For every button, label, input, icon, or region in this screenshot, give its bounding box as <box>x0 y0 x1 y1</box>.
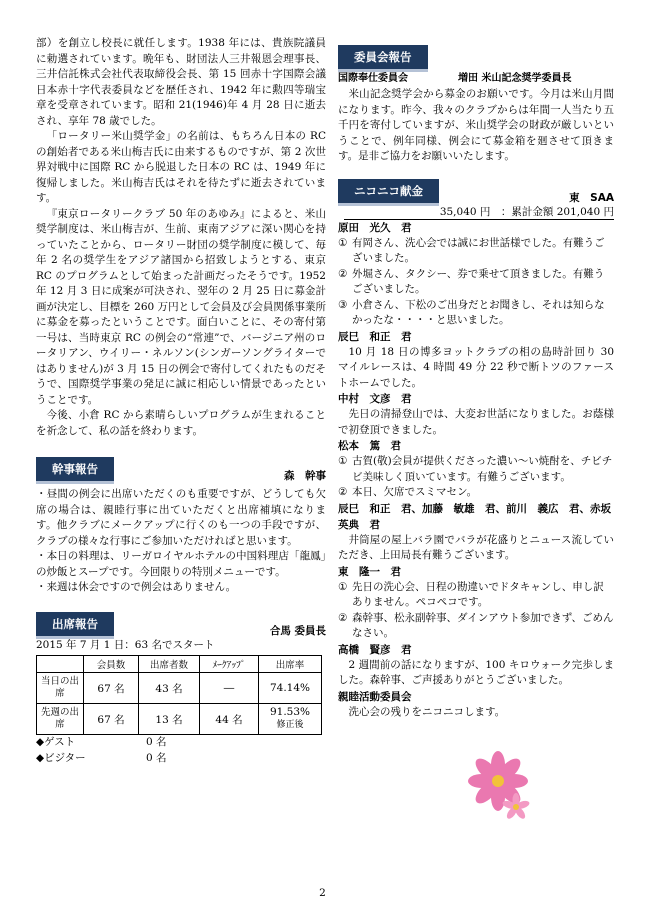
committee-header-row <box>338 45 614 71</box>
kanji-item: ・本日の料理は、リーガロイヤルホテルの中国料理店「龍鳳」の炒飯とスープです。今回限りの特別メニューです。 <box>36 550 326 578</box>
item-text: 外堀さん、タクシー、券で乗せて頂きました。有難うございました。 <box>352 267 605 295</box>
guest-label: ◆ゲスト <box>36 736 76 748</box>
rate-note: 修正後 <box>276 720 304 730</box>
contributor-name: 原田 光久 君 <box>338 221 412 234</box>
cell-rate <box>259 704 322 735</box>
table-row <box>37 704 322 735</box>
row-label: 当日の出席 <box>37 673 84 704</box>
col-rate: 出席率 <box>259 656 322 673</box>
cell-makeup: ― <box>200 673 259 704</box>
col-members: 会員数 <box>84 656 139 673</box>
item-number: ② <box>338 486 348 498</box>
paragraph-yoneyama-name: 「ロータリー米山奨学金」の名前は、もちろん日本の RC の創始者である米山梅吉氏に由来するものですが、第 2 次世界対戦中に国際 RC から脱退した日本の RC は、1949 年に復帰しました。米山梅吉氏はそれを待たずに逝去されています。 <box>36 130 326 204</box>
attendance-header-row <box>36 612 326 638</box>
left-column <box>36 36 326 766</box>
message-text: 先日の清掃登山では、大変お世話になりました。お蔭様で初登頂できました。 <box>338 408 614 436</box>
kanji-signer: 森 幹事 <box>284 470 326 482</box>
paragraph-closing: 今後、小倉 RC から素晴らしいプログラムが生まれることを祈念して、私の話を終わります。 <box>36 409 326 437</box>
attendance-signer: 合馬 委員長 <box>269 624 326 637</box>
cell-makeup: 44 名 <box>200 704 259 735</box>
attendance-corner-cell <box>37 656 84 673</box>
row-label: 先週の出席 <box>37 704 84 735</box>
right-column <box>338 45 622 720</box>
item-number: ② <box>338 611 348 624</box>
nikoniko-header-row <box>338 179 614 205</box>
item-number: ③ <box>338 298 348 311</box>
item-number: ① <box>338 455 348 467</box>
list-item <box>338 298 614 329</box>
attendance-start-line: 2015 年 7 月 1 日：63 名でスタート <box>36 638 215 651</box>
message-text: 洗心会の残りをニコニコします。 <box>348 705 506 718</box>
col-attendees: 出席者数 <box>139 656 200 673</box>
page-number: 2 <box>319 887 326 899</box>
nikoniko-header: ニコニコ献金 <box>338 179 439 206</box>
item-number: ② <box>338 267 348 280</box>
contributor-name: 高橋 賢彦 君 <box>338 643 412 656</box>
committee-title: 国際奉仕委員会 増田 米山記念奨学委員長 <box>338 73 572 84</box>
contributor-name: 辰巳 和正 君、加藤 敏雄 君、前川 義広 君、赤坂 英典 君 <box>338 502 622 531</box>
contributor-name: 松本 篤 君 <box>338 440 401 452</box>
list-item <box>338 611 614 642</box>
item-text: 先日の洗心会、日程の勘違いでドタキャンし、申し訳ありません。ペコペコです。 <box>352 580 604 608</box>
intro-paragraph: 部）を創立し校長に就任します。1938 年には、貴族院議員に勅選されています。晩年も、財団法人三井報恩会理事長、三井信託株式会社代表取締役会長、第 15 回赤十字国際会議日本赤十字代表委員などを歴任され、1942 年に勲四等瑞宝章を受章されています。昭和 21(1946)年 4 月 28 日に逝去され、享年 78 歳でした。 <box>36 37 326 127</box>
contributor-name: 中村 文彦 君 <box>338 393 412 405</box>
item-number: ① <box>338 236 348 249</box>
committee-body: 米山記念奨学会から募金のお願いです。今月は米山月間になります。昨今、我々のクラブからは年間一人当たり五千円を寄付していますが、米山奨学会の財政が厳しいということで、例年同様、例会にて募金箱を廻させて頂きます。是非ご協力をお願いいたします。 <box>338 88 614 162</box>
visitor-label: ◆ビジター <box>36 751 86 764</box>
message-text: 10 月 18 日の博多ヨットクラブの相の島時計回り 30 マイルレースは、4 時間 49 分 22 秒で断トツのファーストホームでした。 <box>338 345 614 389</box>
table-row <box>37 673 322 704</box>
message-text: 2 週間前の話になりますが、100 キロウォーク完歩しました。森幹事、ご声援ありがとうございました。 <box>338 658 614 686</box>
cell-attendees: 43 名 <box>139 673 200 704</box>
kanji-item: ・昼間の例会に出席いただくのも重要ですが、どうしても欠席の場合は、親睦行事に出ていただくと出席補填になります。他クラブにメークアップに行くのも一つの手段ですが、クラブの様々な行事にご参加いただければと思います。 <box>36 488 326 547</box>
guest-value: 0 名 <box>146 736 167 748</box>
visitor-value: 0 名 <box>146 751 167 764</box>
nikoniko-signer: 東 SAA <box>569 191 614 204</box>
kanji-report-header-row <box>36 457 326 483</box>
rate-value: 91.53% <box>269 706 311 718</box>
attendance-header-row <box>37 656 322 673</box>
guest-line <box>36 735 326 751</box>
visitor-line <box>36 751 326 767</box>
kanji-report-header: 幹事報告 <box>36 457 114 484</box>
list-item <box>338 454 614 485</box>
item-text: 有岡さん、洗心会では誠にお世話様でした。有難うございました。 <box>352 236 605 264</box>
item-text: 小倉さん、下松のご出身だとお聞きし、それは知らなかったな・・・・と思いました。 <box>352 298 605 326</box>
cell-rate: 74.14% <box>259 673 322 704</box>
list-item <box>338 580 614 611</box>
contributor-name: 東 隆一 君 <box>338 565 401 578</box>
item-text: 古賀(敬)会員が提供くださった濃い～い焼酎を、チビチビ美味しく頂いています。有難うございます。 <box>352 455 613 483</box>
list-item <box>338 485 614 501</box>
nikoniko-entries <box>338 220 622 721</box>
cell-members: 67 名 <box>84 673 139 704</box>
cell-members: 67 名 <box>84 704 139 735</box>
col-makeup: ﾒｰｸｱｯﾌﾟ <box>200 656 259 673</box>
contributor-name: 親睦活動委員会 <box>338 690 412 703</box>
paragraph-tokyo-history: 『東京ロータリークラブ 50 年のあゆみ』によると、米山奨学制度は、米山梅吉が、生前、東南アジアに深い関心を持っていたことから、ロータリー財団の奨学制度に模して、毎年 2 名の奨学生をアジア諸国から招致しようとする、東京 RC のプログラムとして始まった計画だったそうです。1952 年 12 月 3 日に成案が可決され、翌年の 2 月 25 日に募金計画が決定し、目標を 260 万円として会員及び会員関係事業所に募金を募ったということです。面白いことに、その寄付第一号は、当時東京 RC の例会の“常連”で、バージニア州のロータリアン、ウイリー・ネルソン(シンガーソングライターではありません)が 3 月 15 日の例会で寄付してくれたものだそうで、国際奨学事業の発足に誠に相応しい情景であったということです。 <box>36 207 326 406</box>
contributor-name: 辰巳 和正 君 <box>338 330 412 343</box>
list-item <box>338 236 614 267</box>
nikoniko-amount <box>344 205 614 220</box>
list-item <box>338 267 614 298</box>
committee-report-header: 委員会報告 <box>338 45 428 72</box>
message-text: 井筒屋の屋上バラ園でバラが花盛りとニュース流していただき、上田局長有難うございます。 <box>338 533 614 561</box>
item-text: 森幹事、松永副幹事、ダインアウト参加できず、ごめんなさい。 <box>352 611 614 639</box>
attendance-header: 出席報告 <box>36 612 114 639</box>
attendance-table <box>36 655 322 735</box>
cosmos-flower-icon <box>458 745 538 825</box>
cell-attendees: 13 名 <box>139 704 200 735</box>
item-text: 本日、欠席でスミマセン。 <box>352 486 478 498</box>
amount-text: 35,040 円 ：累計金額 201,040 円 <box>439 205 614 218</box>
item-number: ① <box>338 580 348 593</box>
kanji-item: ・来週は休会ですので例会はありません。 <box>36 581 237 593</box>
